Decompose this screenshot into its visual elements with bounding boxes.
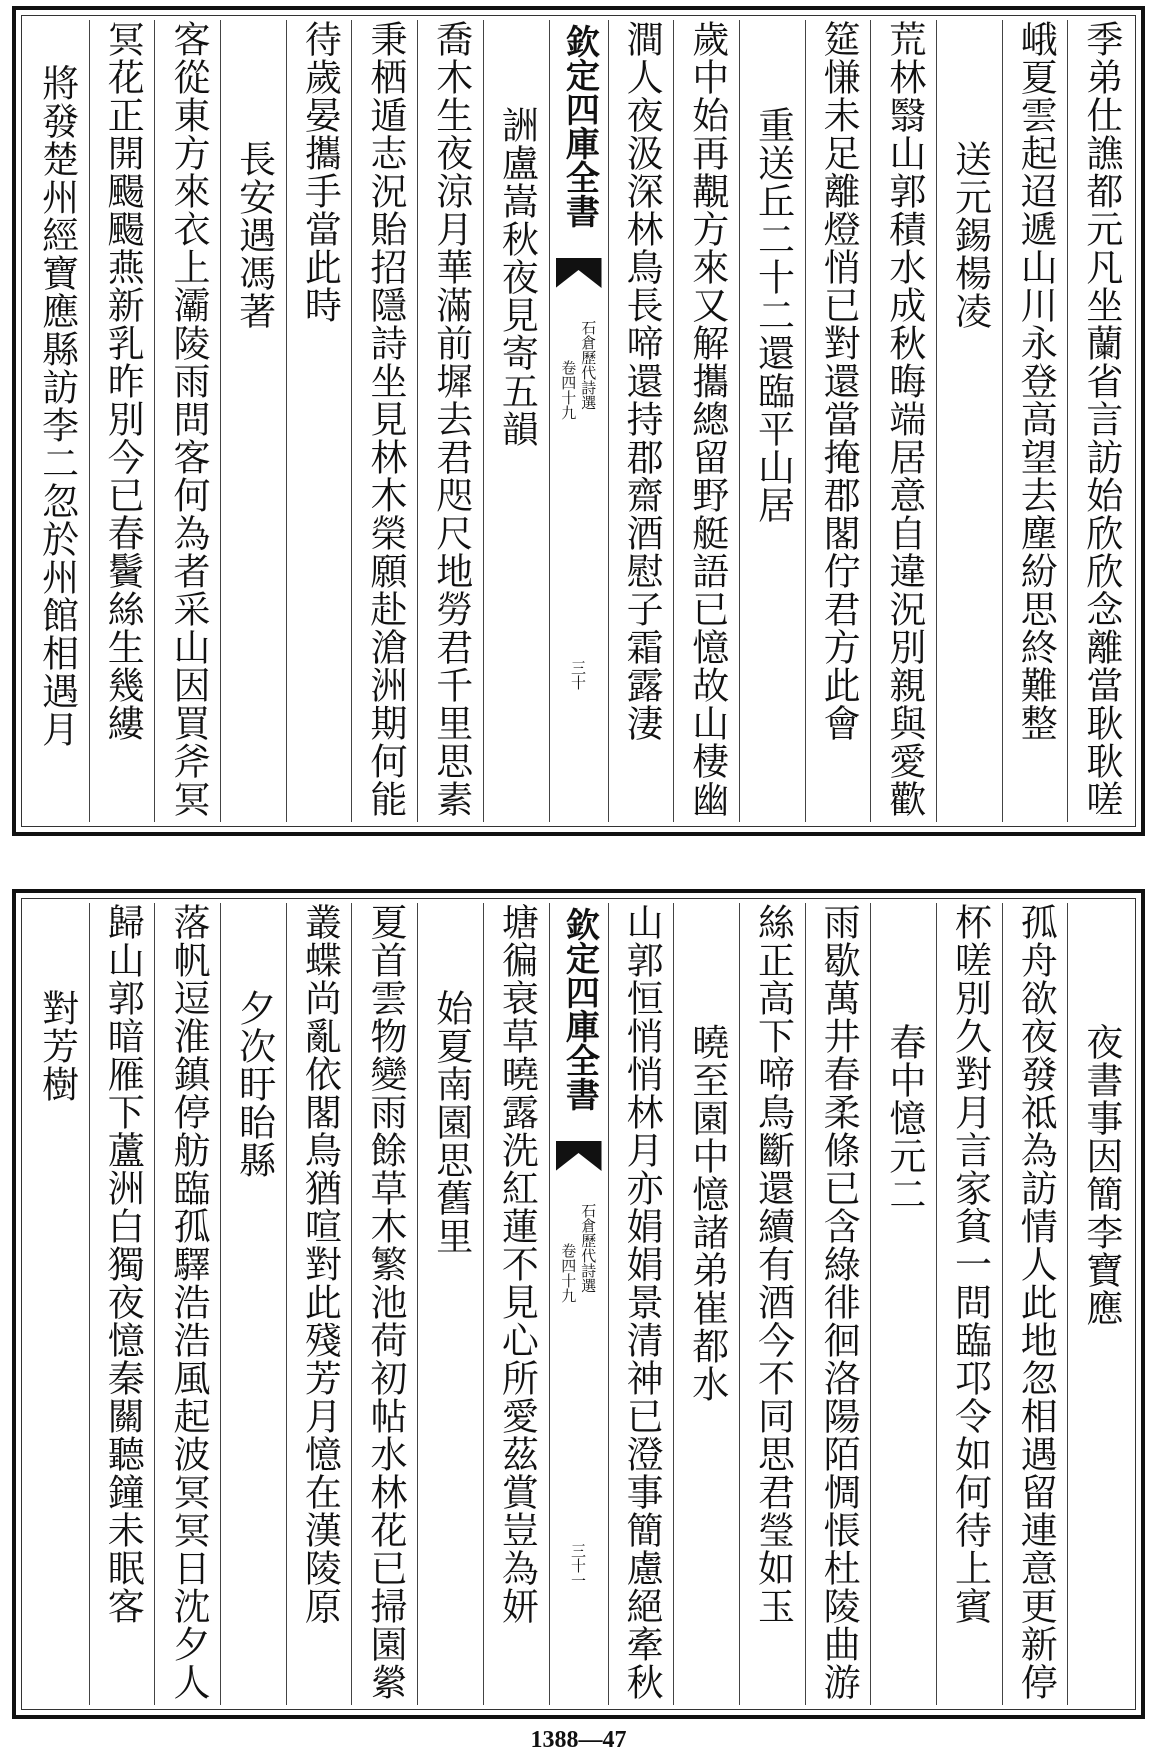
bottom-text-column: [483, 903, 549, 1705]
top-text-column: [286, 20, 352, 822]
book-title: 石倉歷代詩選: [579, 320, 598, 410]
column-text: 歸山郭暗雁下蘆洲白獨夜憶秦關聽鐘未眠客: [101, 903, 145, 1625]
bottom-page: [12, 889, 1145, 1719]
top-columns: [24, 20, 1133, 822]
bottom-columns: [24, 903, 1133, 1705]
volume-label: 卷四十九: [559, 360, 578, 420]
top-text-column: [220, 20, 286, 822]
column-text: 筵慊未足離燈悄已對還當掩郡閣佇君方此會: [817, 20, 861, 742]
fold-title: 欽定四庫全書: [559, 907, 600, 1111]
column-text: 始夏南園思舊里: [429, 989, 473, 1255]
column-text: 喬木生夜涼月華滿前墀去君咫尺地勞君千里思素: [429, 20, 473, 818]
top-text-column: [1067, 20, 1133, 822]
top-text-column: [673, 20, 739, 822]
bottom-text-column: [673, 903, 739, 1705]
top-text-column: [351, 20, 417, 822]
top-fold-center: [549, 20, 608, 822]
bottom-text-column: [936, 903, 1002, 1705]
column-text: 澗人夜汲深林鳥長啼還持郡齋酒慰子霜露淒: [620, 20, 664, 742]
column-text: 季弟仕譙都元凡坐蘭省言訪始欣欣念離當耿耿嗟: [1079, 20, 1123, 818]
column-text: 夏首雲物變雨餘草木繁池荷初帖水林花已掃園縈: [364, 903, 408, 1701]
top-text-column: [608, 20, 674, 822]
column-text: 夜書事因簡李寶應: [1079, 1023, 1123, 1327]
bottom-text-column: [870, 903, 936, 1705]
top-text-column: [936, 20, 1002, 822]
column-text: 雨歇萬井春柔條已含綠徘徊洛陽陌惆悵杜陵曲游: [817, 903, 861, 1701]
top-text-column: [24, 20, 89, 822]
bottom-text-column: [24, 903, 89, 1705]
column-text: 落帆逗淮鎮停舫臨孤驛浩浩風起波冥冥日沈夕人: [166, 903, 210, 1701]
column-text: 冥花正開颺颺燕新乳昨別今已春鬢絲生幾縷: [101, 20, 145, 742]
column-text: 曉至園中憶諸弟崔都水: [685, 1023, 729, 1403]
folio-number: 三十一: [569, 1543, 587, 1588]
column-text: 長安遇馮著: [232, 140, 276, 330]
column-text: 山郭恒悄悄林月亦娟娟景清神已澄事簡慮絕牽秋: [620, 903, 664, 1701]
column-text: 峨夏雲起迢遞山川永登高望去塵紛思終難整: [1014, 20, 1058, 742]
book-title: 石倉歷代詩選: [579, 1203, 598, 1293]
column-text: 送元錫楊凌: [948, 140, 992, 330]
column-text: 荒林翳山郭積水成秋晦端居意自違況別親與愛歡: [882, 20, 926, 818]
bottom-text-column: [608, 903, 674, 1705]
fishtail-mark: [556, 1141, 602, 1171]
top-text-column: [870, 20, 936, 822]
top-text-column: [417, 20, 483, 822]
folio-number: 三十: [569, 660, 587, 690]
column-text: 絲正高下啼鳥斷還續有酒今不同思君瑩如玉: [751, 903, 795, 1625]
bottom-text-column: [286, 903, 352, 1705]
column-text: 塘徧衰草曉露洗紅蓮不見心所愛茲賞豈為妍: [495, 903, 539, 1625]
column-text: 秉栖遁志況貽招隱詩坐見林木榮願赴滄洲期何能: [364, 20, 408, 818]
fishtail-mark: [556, 258, 602, 288]
column-text: 孤舟欲夜發祗為訪情人此地忽相遇留連意更新停: [1014, 903, 1058, 1701]
volume-label: 卷四十九: [559, 1243, 578, 1303]
top-text-column: [739, 20, 805, 822]
column-text: 對芳樹: [35, 989, 79, 1103]
page-number: 1388—47: [530, 1727, 627, 1753]
top-text-column: [1002, 20, 1068, 822]
column-text: 夕次盱眙縣: [232, 989, 276, 1179]
fold-title: 欽定四庫全書: [559, 24, 600, 228]
bottom-text-column: [739, 903, 805, 1705]
bottom-text-column: [351, 903, 417, 1705]
top-text-column: [483, 20, 549, 822]
column-text: 將發楚州經寶應縣訪李二忽於州館相遇月: [35, 64, 79, 748]
bottom-text-column: [154, 903, 220, 1705]
column-text: 待歲晏攜手當此時: [298, 20, 342, 324]
top-text-column: [805, 20, 871, 822]
column-text: 重送丘二十二還臨平山居: [751, 106, 795, 524]
top-text-column: [89, 20, 155, 822]
column-text: 客從東方來衣上灞陵雨問客何為者采山因買斧冥: [166, 20, 210, 818]
bottom-fold-center: [549, 903, 608, 1705]
column-text: 杯嗟別久對月言家貧一問臨邛令如何待上賓: [948, 903, 992, 1625]
top-page: [12, 6, 1145, 836]
bottom-text-column: [417, 903, 483, 1705]
column-text: 歲中始再覯方來又解攜總留野艇語已憶故山棲幽: [685, 20, 729, 818]
column-text: 春中憶元二: [882, 1023, 926, 1213]
column-text: 叢蝶尚亂依閣鳥猶喧對此殘芳月憶在漢陵原: [298, 903, 342, 1625]
column-text: 詶盧嵩秋夜見寄五韻: [495, 106, 539, 448]
bottom-text-column: [89, 903, 155, 1705]
bottom-text-column: [1067, 903, 1133, 1705]
bottom-text-column: [805, 903, 871, 1705]
bottom-text-column: [1002, 903, 1068, 1705]
bottom-text-column: [220, 903, 286, 1705]
top-text-column: [154, 20, 220, 822]
